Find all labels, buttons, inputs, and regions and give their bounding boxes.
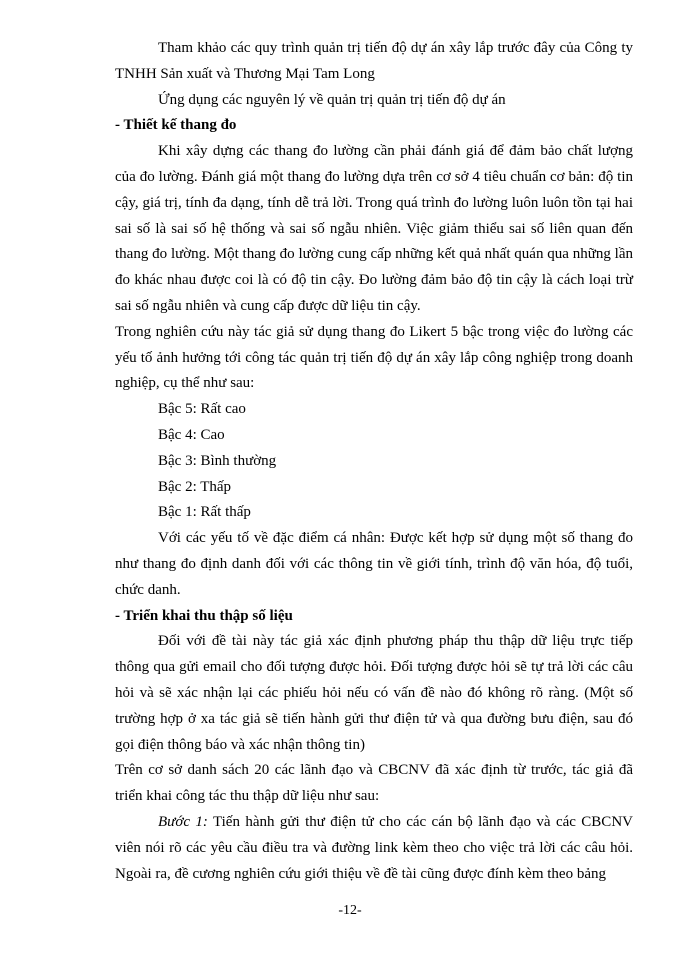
paragraph-apply-principles: Ứng dụng các nguyên lý về quản trị quản trị tiến độ dự án (158, 91, 506, 108)
paragraph-likert-intro: Trong nghiên cứu này tác giả sử dụng thang đo Likert 5 bậc trong việc đo lường các yếu tố ảnh hưởng tới công tác quản trị tiến độ dự án xây lắp công nghiệp trong doanh nghiệp, cụ thể như sau: (115, 323, 633, 392)
step-1-label: Bước 1: (158, 813, 208, 830)
likert-level-5: Bậc 5: Rất cao (158, 401, 246, 418)
step-1-text: Tiến hành gửi thư điện tử cho các cán bộ lãnh đạo và các CBCNV viên nói rõ các yêu cầu điều tra và đường link kèm theo cho việc trả lời các câu hỏi. Ngoài ra, đề cương nghiên cứu giới thiệu về đề tài cũng được đính kèm theo bảng (115, 813, 633, 882)
likert-level-2: Bậc 2: Thấp (158, 478, 232, 495)
likert-level-3: Bậc 3: Bình thường (158, 452, 277, 469)
page-number: -12- (338, 903, 362, 918)
heading-data-collection: - Triển khai thu thập số liệu (115, 607, 293, 624)
heading-scale-design: - Thiết kế thang đo (115, 117, 237, 134)
paragraph-reference-processes: Tham khảo các quy trình quản trị tiến độ dự án xây lắp trước đây của Công ty TNHH Sản xuất và Thương Mại Tam Long (115, 40, 633, 82)
paragraph-scale-evaluation: Khi xây dựng các thang đo lường cần phải đánh giá để đảm bảo chất lượng của đo lường. Đánh giá một thang đo lường dựa trên cơ sở 4 tiêu chuẩn cơ bản: độ tin cậy, giá trị, tính đa dạng, tính dễ trả lời. Trong quá trình đo lường luôn luôn tồn tại hai sai số là sai số hệ thống và sai số ngẫu nhiên. Việc giảm thiểu sai số liên quan đến thang đo lường. Một thang đo lường cung cấp những kết quả nhất quán qua những lần đo khác nhau được coi là có độ tin cậy. Đo lường đảm bảo độ tin cậy là cách loại trừ sai số ngẫu nhiên và cung cấp được dữ liệu tin cậy. (115, 143, 633, 314)
paragraph-collection-basis: Trên cơ sở danh sách 20 các lãnh đạo và CBCNV đã xác định từ trước, tác giả đã triển khai công tác thu thập dữ liệu như sau: (115, 762, 633, 805)
paragraph-collection-method: Đối với đề tài này tác giả xác định phương pháp thu thập dữ liệu trực tiếp thông qua gửi email cho đối tượng được hỏi. Đối tượng được hỏi sẽ tự trả lời các câu hỏi và sẽ xác nhận lại các phiếu hỏi nếu có vấn đề nào đó không rõ ràng. (Một số trường hợp ở xa tác giả sẽ tiến hành gửi thư điện tử và qua đường bưu điện, sau đó gọi điện thông báo và xác nhận thông tin) (115, 633, 633, 753)
document-page (115, 36, 633, 887)
paragraph-step-1 (115, 810, 633, 887)
likert-level-1: Bậc 1: Rất thấp (158, 504, 251, 521)
likert-level-4: Bậc 4: Cao (158, 426, 225, 443)
paragraph-personal-factors: Với các yếu tố về đặc điểm cá nhân: Được kết hợp sử dụng một số thang đo như thang đo định danh đối với các thông tin về giới tính, trình độ văn hóa, độ tuổi, chức danh. (115, 530, 633, 598)
